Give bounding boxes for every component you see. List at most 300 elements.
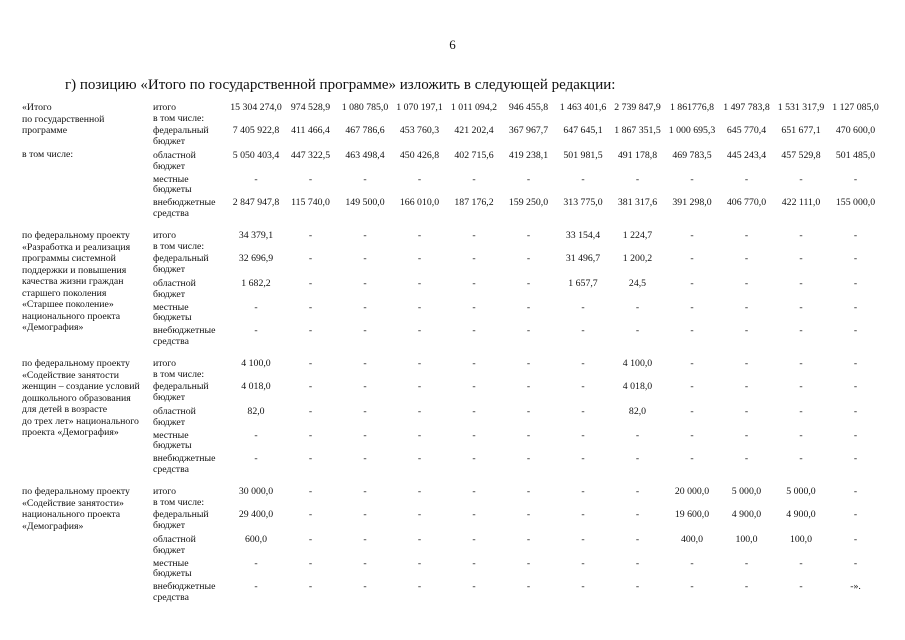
amount-cell: - [690, 173, 694, 185]
amount-cell: - [472, 229, 476, 241]
amount-cell: - [526, 325, 531, 337]
amount-cell: - [308, 253, 313, 265]
amount-cell: - [417, 278, 422, 290]
amount-cell: - [526, 581, 531, 593]
funding-source-label: федеральный [153, 381, 209, 393]
amount-cell: - [472, 429, 476, 441]
amount-cell: - [690, 301, 694, 313]
section-title-line: поддержки и повышения [22, 264, 127, 276]
funding-source-label: бюджеты [153, 440, 192, 452]
amount-cell: - [853, 301, 858, 313]
amount-cell: 469 783,5 [672, 150, 712, 162]
amount-cell: 400,0 [680, 534, 704, 546]
section-title-line: женщин – создание условий [22, 381, 140, 393]
amount-cell: 1 011 094,2 [450, 101, 498, 113]
amount-cell: 159 250,0 [508, 197, 549, 209]
amount-cell: - [308, 406, 313, 418]
amount-cell: 115 740,0 [291, 197, 330, 209]
funding-source-label: областной [153, 406, 196, 418]
amount-cell: 647 645,1 [563, 125, 603, 137]
section-title-line: программе [22, 125, 68, 137]
funding-source-label: областной [153, 278, 196, 290]
amount-cell: - [853, 485, 858, 497]
amount-cell: - [417, 485, 422, 497]
funding-source-label: в том числе: [153, 369, 205, 381]
amount-cell: - [363, 357, 367, 369]
amount-cell: 470 600,0 [835, 125, 876, 137]
amount-cell: - [690, 278, 694, 290]
section-sub-label: в том числе: [22, 149, 74, 161]
amount-cell: - [417, 429, 422, 441]
amount-cell: - [308, 278, 313, 290]
amount-cell: 4 900,0 [786, 509, 816, 521]
funding-source-label: бюджет [153, 416, 186, 428]
amount-cell: - [472, 406, 476, 418]
amount-cell: - [799, 229, 803, 241]
amount-cell: - [363, 253, 367, 265]
amount-cell: - [254, 173, 258, 185]
funding-source-label: бюджеты [153, 312, 192, 324]
amount-cell: - [254, 325, 258, 337]
funding-source-label: местные [153, 173, 189, 185]
amount-cell: - [308, 581, 313, 593]
section-title-line: проекта «Демография» [22, 427, 119, 439]
amount-cell: - [472, 509, 476, 521]
amount-cell: - [308, 301, 313, 313]
section-title-line: программы системной [22, 253, 116, 265]
amount-cell: 2 739 847,9 [614, 101, 661, 113]
amount-cell: - [472, 485, 476, 497]
amount-cell: - [417, 325, 422, 337]
page-number: 6 [449, 37, 456, 52]
amount-cell: - [799, 453, 803, 465]
amount-cell: - [581, 173, 585, 185]
amount-cell: 1 200,2 [622, 253, 653, 265]
amount-cell: - [417, 229, 422, 241]
amount-cell: - [799, 357, 803, 369]
amount-cell: 419 238,1 [508, 150, 549, 162]
amount-cell: - [853, 534, 858, 546]
amount-cell: 313 775,0 [563, 197, 603, 209]
amount-cell: - [472, 301, 476, 313]
amount-cell: - [363, 581, 367, 593]
amount-cell: 15 304 274,0 [230, 101, 282, 113]
amount-cell: - [581, 301, 585, 313]
amount-cell: - [635, 173, 640, 185]
funding-source-label: федеральный [153, 125, 209, 137]
funding-source-label: средства [153, 335, 189, 347]
amount-cell: - [744, 278, 749, 290]
funding-source-label: областной [153, 150, 196, 162]
amount-cell: - [417, 301, 422, 313]
amount-cell: - [799, 581, 803, 593]
amount-cell: 406 770,0 [726, 197, 767, 209]
amount-cell: 447 322,5 [290, 150, 331, 162]
section-title-line: по федеральному проекту [22, 358, 130, 370]
amount-cell: - [526, 509, 531, 521]
amount-cell: - [308, 325, 313, 337]
amount-cell: -». [850, 581, 861, 593]
amount-cell: - [744, 173, 749, 185]
amount-cell: - [308, 429, 313, 441]
funding-source-label: бюджет [153, 519, 186, 531]
amount-cell: - [417, 557, 422, 569]
amount-cell: 491 178,8 [617, 150, 658, 162]
funding-source-label: бюджет [153, 288, 186, 300]
amount-cell: 1 224,7 [622, 229, 653, 241]
amount-cell: 4 100,0 [241, 357, 271, 369]
amount-cell: - [853, 278, 858, 290]
amount-cell: - [799, 557, 803, 569]
amount-cell: - [853, 229, 858, 241]
amount-cell: 645 770,4 [726, 125, 767, 137]
amount-cell: - [744, 325, 749, 337]
amount-cell: - [526, 301, 531, 313]
amount-cell: - [472, 278, 476, 290]
amendment-heading: г) позицию «Итого по государственной программе» изложить в следующей редакции: [65, 77, 616, 93]
funding-source-label: местные [153, 429, 189, 441]
amount-cell: 1 861776,8 [669, 101, 715, 113]
funding-source-label: бюджет [153, 263, 186, 275]
amount-cell: - [363, 429, 367, 441]
amount-cell: - [853, 173, 858, 185]
amount-cell: - [363, 406, 367, 418]
amount-cell: - [472, 325, 476, 337]
amount-cell: - [363, 485, 367, 497]
amount-cell: - [853, 325, 858, 337]
section-title-line: «Демография» [22, 322, 84, 334]
amount-cell: - [363, 301, 367, 313]
amount-cell: - [581, 429, 585, 441]
amount-cell: 1 000 695,3 [668, 125, 716, 137]
amount-cell: - [744, 301, 749, 313]
amount-cell: - [744, 581, 749, 593]
funding-source-label: бюджет [153, 135, 186, 147]
amount-cell: - [799, 429, 803, 441]
amount-cell: - [635, 453, 640, 465]
amount-cell: - [853, 253, 858, 265]
amount-cell: - [690, 406, 694, 418]
amount-cell: - [744, 406, 749, 418]
amount-cell: - [417, 534, 422, 546]
amount-cell: - [690, 253, 694, 265]
amount-cell: - [635, 485, 640, 497]
amount-cell: - [853, 406, 858, 418]
amount-cell: - [635, 429, 640, 441]
funding-source-label: итого [153, 101, 176, 113]
funding-source-label: внебюджетные [153, 197, 216, 209]
amount-cell: - [417, 453, 422, 465]
amount-cell: 32 696,9 [238, 253, 274, 265]
amount-cell: - [635, 534, 640, 546]
amount-cell: - [635, 325, 640, 337]
amount-cell: 31 496,7 [565, 253, 601, 265]
funding-source-label: итого [153, 229, 176, 241]
amount-cell: - [744, 253, 749, 265]
amount-cell: - [526, 557, 531, 569]
amount-cell: - [744, 229, 749, 241]
funding-source-label: итого [153, 485, 176, 497]
amount-cell: - [690, 357, 694, 369]
amount-cell: - [472, 557, 476, 569]
section-title-line: по государственной [22, 113, 105, 125]
amount-cell: - [581, 453, 585, 465]
amount-cell: - [472, 534, 476, 546]
amount-cell: - [417, 357, 422, 369]
amount-cell: - [690, 229, 694, 241]
amount-cell: - [526, 453, 531, 465]
funding-source-label: в том числе: [153, 497, 205, 509]
amount-cell: 501 485,0 [835, 150, 876, 162]
amount-cell: - [635, 557, 640, 569]
funding-source-label: федеральный [153, 253, 209, 265]
amount-cell: - [635, 301, 640, 313]
amount-cell: 651 677,1 [781, 125, 821, 137]
amount-cell: 1 463 401,6 [559, 101, 607, 113]
amount-cell: - [799, 173, 803, 185]
amount-cell: - [581, 325, 585, 337]
amount-cell: - [417, 173, 422, 185]
amount-cell: - [363, 229, 367, 241]
funding-source-label: бюджеты [153, 568, 192, 580]
funding-source-label: итого [153, 357, 176, 369]
amount-cell: 381 317,6 [617, 197, 658, 209]
amount-cell: 600,0 [244, 534, 268, 546]
amount-cell: - [690, 453, 694, 465]
amount-cell: - [363, 509, 367, 521]
amount-cell: 367 967,7 [508, 125, 549, 137]
section-title-line: для детей в возрасте [22, 404, 108, 416]
amount-cell: 5 000,0 [731, 485, 762, 497]
amount-cell: 457 529,8 [781, 150, 821, 162]
amount-cell: 422 111,0 [781, 197, 821, 209]
amount-cell: - [417, 406, 422, 418]
amount-cell: - [526, 381, 531, 393]
funding-source-label: местные [153, 557, 189, 569]
amount-cell: - [417, 581, 422, 593]
funding-source-label: средства [153, 463, 189, 475]
section-title-line: дошкольного образования [22, 392, 131, 404]
amount-cell: - [472, 173, 476, 185]
amount-cell: - [363, 278, 367, 290]
amount-cell: - [526, 485, 531, 497]
funding-source-label: местные [153, 301, 189, 313]
amount-cell: - [254, 453, 258, 465]
amount-cell: - [254, 429, 258, 441]
amount-cell: - [254, 301, 258, 313]
amount-cell: - [526, 429, 531, 441]
amount-cell: 402 715,6 [454, 150, 494, 162]
amount-cell: 501 981,5 [563, 150, 603, 162]
amount-cell: - [254, 557, 258, 569]
amount-cell: - [799, 381, 803, 393]
amount-cell: 19 600,0 [674, 509, 710, 521]
amount-cell: - [526, 229, 531, 241]
amount-cell: - [472, 253, 476, 265]
amount-cell: - [363, 557, 367, 569]
amount-cell: 100,0 [735, 534, 758, 546]
section-title-line: по федеральному проекту [22, 486, 130, 498]
amount-cell: 5 050 403,4 [232, 150, 280, 162]
funding-source-label: бюджеты [153, 184, 192, 196]
amount-cell: - [308, 229, 313, 241]
funding-source-label: в том числе: [153, 241, 205, 253]
amount-cell: 187 176,2 [454, 197, 494, 209]
amount-cell: 155 000,0 [835, 197, 876, 209]
section-title-line: «Старшее поколение» [22, 299, 114, 311]
amount-cell: 7 405 922,8 [232, 125, 280, 137]
amount-cell: - [363, 534, 367, 546]
amount-cell: 1 531 317,9 [777, 101, 825, 113]
funding-source-label: федеральный [153, 509, 209, 521]
section-title-line: качества жизни граждан [22, 276, 124, 288]
amount-cell: - [799, 253, 803, 265]
section-title-line: национального проекта [22, 509, 121, 521]
amount-cell: - [799, 278, 803, 290]
amount-cell: 1 070 197,1 [396, 101, 443, 113]
amount-cell: - [308, 381, 313, 393]
amount-cell: 82,0 [628, 406, 647, 418]
amount-cell: 467 786,6 [345, 125, 385, 137]
amount-cell: - [308, 453, 313, 465]
amount-cell: - [744, 381, 749, 393]
amount-cell: - [690, 557, 694, 569]
amount-cell: - [526, 173, 531, 185]
amount-cell: - [526, 357, 531, 369]
amount-cell: 974 528,9 [290, 101, 331, 113]
section-title-line: по федеральному проекту [22, 230, 130, 242]
amount-cell: - [690, 581, 694, 593]
amount-cell: - [308, 557, 313, 569]
amount-cell: - [417, 381, 422, 393]
amount-cell: - [853, 381, 858, 393]
section-title-line: старшего поколения [22, 287, 107, 299]
amount-cell: - [744, 557, 749, 569]
amount-cell: - [581, 406, 585, 418]
amount-cell: 34 379,1 [238, 229, 274, 241]
amount-cell: - [526, 278, 531, 290]
amount-cell: 149 500,0 [345, 197, 385, 209]
funding-source-label: внебюджетные [153, 325, 216, 337]
amount-cell: 4 018,0 [241, 381, 271, 393]
amount-cell: 421 202,4 [454, 125, 494, 137]
amount-cell: - [308, 173, 313, 185]
amount-cell: - [526, 534, 531, 546]
amount-cell: 2 847 947,8 [232, 197, 280, 209]
amount-cell: - [853, 429, 858, 441]
amount-cell: - [526, 253, 531, 265]
amount-cell: - [363, 381, 367, 393]
amount-cell: - [799, 406, 803, 418]
amount-cell: - [363, 453, 367, 465]
amount-cell: 450 426,8 [399, 150, 440, 162]
amount-cell: - [581, 357, 585, 369]
section-title-line: до трех лет» национального [22, 415, 139, 427]
amount-cell: - [472, 381, 476, 393]
amount-cell: - [581, 485, 585, 497]
amount-cell: - [744, 357, 749, 369]
amount-cell: - [853, 453, 858, 465]
funding-source-label: средства [153, 207, 189, 219]
amount-cell: - [308, 485, 313, 497]
amount-cell: - [363, 325, 367, 337]
amount-cell: 1 127 085,0 [832, 101, 879, 113]
amount-cell: 33 154,4 [565, 229, 601, 241]
amount-cell: 453 760,3 [399, 125, 440, 137]
amount-cell: - [581, 534, 585, 546]
amount-cell: - [799, 301, 803, 313]
section-title-line: «Содействие занятости» [22, 497, 124, 509]
amount-cell: 1 497 783,8 [723, 101, 770, 113]
amount-cell: - [308, 509, 313, 521]
amount-cell: - [744, 429, 749, 441]
amount-cell: - [690, 381, 694, 393]
amount-cell: 4 900,0 [731, 509, 762, 521]
funding-source-label: внебюджетные [153, 453, 216, 465]
amount-cell: - [581, 509, 585, 521]
amount-cell: - [417, 253, 422, 265]
amount-cell: - [472, 357, 476, 369]
amount-cell: 4 018,0 [622, 381, 653, 393]
amount-cell: - [635, 581, 640, 593]
amount-cell: 1 682,2 [241, 278, 271, 290]
funding-source-label: бюджет [153, 160, 186, 172]
section-title-line: «Демография» [22, 520, 84, 532]
funding-source-label: бюджет [153, 544, 186, 556]
amount-cell: - [472, 453, 476, 465]
section-title-line: «Итого [22, 102, 52, 114]
section-title-line: национального проекта [22, 310, 121, 322]
amount-cell: - [690, 325, 694, 337]
amount-cell: 20 000,0 [674, 485, 710, 497]
amount-cell: 1 657,7 [568, 278, 598, 290]
amount-cell: - [744, 453, 749, 465]
amount-cell: 29 400,0 [238, 509, 274, 521]
amount-cell: - [581, 557, 585, 569]
amount-cell: 30 000,0 [238, 485, 274, 497]
funding-source-label: областной [153, 534, 196, 546]
amount-cell: - [308, 357, 313, 369]
amount-cell: 166 010,0 [399, 197, 440, 209]
section-title-line: «Содействие занятости [22, 369, 120, 381]
amount-cell: - [853, 357, 858, 369]
amount-cell: - [853, 557, 858, 569]
amount-cell: 391 298,0 [672, 197, 712, 209]
amount-cell: 463 498,4 [345, 150, 385, 162]
amount-cell: 946 455,8 [508, 101, 549, 113]
amount-cell: - [472, 581, 476, 593]
funding-source-label: в том числе: [153, 113, 205, 125]
funding-source-label: бюджет [153, 391, 186, 403]
amount-cell: - [690, 429, 694, 441]
amount-cell: 82,0 [247, 406, 265, 418]
funding-source-label: внебюджетные [153, 581, 216, 593]
section-title-line: «Разработка и реализация [22, 241, 131, 253]
amount-cell: 5 000,0 [786, 485, 816, 497]
amount-cell: 24,5 [628, 278, 647, 290]
amount-cell: 100,0 [789, 534, 813, 546]
amount-cell: - [363, 173, 367, 185]
amount-cell: - [853, 509, 858, 521]
amount-cell: - [254, 581, 258, 593]
funding-source-label: средства [153, 591, 189, 603]
amount-cell: 1 080 785,0 [341, 101, 389, 113]
amount-cell: - [799, 325, 803, 337]
amount-cell: - [308, 534, 313, 546]
amount-cell: - [581, 581, 585, 593]
amount-cell: - [526, 406, 531, 418]
amount-cell: - [581, 381, 585, 393]
